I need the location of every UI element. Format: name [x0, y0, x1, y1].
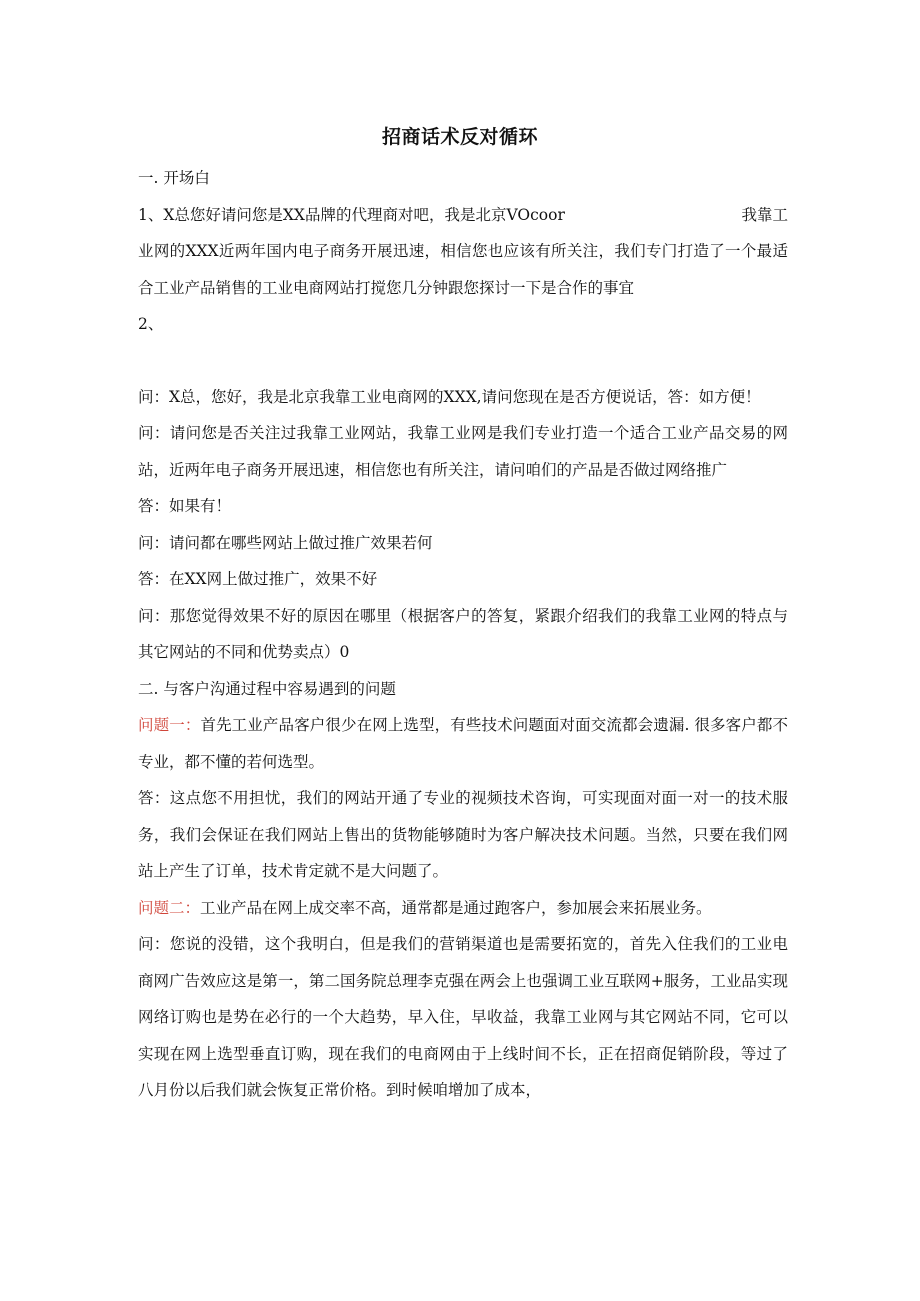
paragraph-1	[138, 197, 788, 307]
paragraph-1-right: 我靠工	[741, 205, 788, 224]
paragraph-8: 问：那您觉得效果不好的原因在哪里（根据客户的答复，紧跟介绍我们的我靠工业网的特点与其它网站的不同和优势卖点）0	[138, 606, 788, 661]
blank-gap	[138, 343, 788, 379]
paragraph-1-left: 1、X总您好请问您是XX品牌的代理商对吧，我是北京VOcoor	[138, 205, 565, 224]
paragraph-1-rest: 业网的XXX近两年国内电子商务开展迅速，相信您也应该有所关注，我们专门打造了一个最适合工业产品销售的工业电商网站打搅您几分钟跟您探讨一下是合作的事宜	[138, 242, 788, 297]
section-heading-opening: 一. 开场白	[138, 169, 210, 187]
paragraph-4: 问：请问您是否关注过我靠工业网站，我靠工业网是我们专业打造一个适合工业产品交易的网站，近两年电子商务开展迅速，相信您也有所关注，请问咱们的产品是否做过网络推广	[138, 424, 788, 479]
paragraph-2: 2、	[138, 315, 164, 333]
paragraph-3: 问：X总，您好，我是北京我靠工业电商网的XXX,请问您现在是否方便说话，答：如方便！	[138, 387, 761, 406]
question-2	[138, 890, 788, 927]
question-1-text: 首先工业产品客户很少在网上选型，有些技术问题面对面交流都会遗漏. 很多客户都不专业，都不懂的若何选型。	[138, 716, 788, 771]
question-2-label: 问题二：	[138, 898, 201, 917]
section-heading-problems: 二. 与客户沟通过程中容易遇到的问题	[138, 679, 396, 698]
question-1-label: 问题一：	[138, 716, 201, 734]
document-title: 招商话术反对循环	[381, 126, 538, 148]
document-body	[138, 160, 788, 1109]
paragraph-6: 问：请问都在哪些网站上做过推广效果若何	[138, 533, 433, 552]
question-2-text: 工业产品在网上成交率不高，通常都是通过跑客户，参加展会来拓展业务。	[200, 898, 712, 917]
paragraph-5: 答：如果有！	[138, 497, 232, 515]
answer-2: 问：您说的没错，这个我明白，但是我们的营销渠道也是需要拓宽的，首先入住我们的工业电商网广告效应这是第一，第二国务院总理李克强在两会上也强调工业互联网+服务，工业品实现网络订购也是势在必行的一个大趋势，早入住，早收益，我靠工业网与其它网站不同，它可以实现在网上选型垂直订购，现在我们的电商网由于上线时间不长，正在招商促销阶段，等过了八月份以后我们就会恢复正常价格。到时候咱增加了成本，	[138, 935, 788, 1099]
answer-1: 答：这点您不用担忧，我们的网站开通了专业的视频技术咨询，可实现面对面一对一的技术服务，我们会保证在我们网站上售出的货物能够随时为客户解决技术问题。当然，只要在我们网站上产生了订单，技术肯定就不是大问题了。	[138, 789, 788, 880]
question-1	[138, 707, 788, 780]
paragraph-7: 答：在XX网上做过推广，效果不好	[138, 570, 378, 588]
